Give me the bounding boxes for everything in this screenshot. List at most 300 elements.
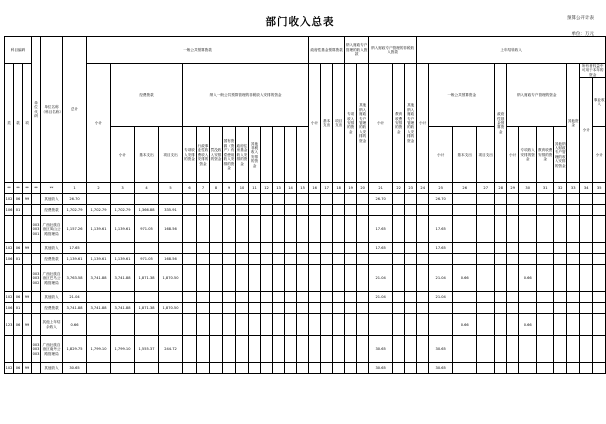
cell-empty (477, 194, 495, 205)
cell-empty (495, 194, 507, 205)
cell-amount (159, 363, 183, 374)
cell-empty (321, 336, 333, 363)
cell-empty (249, 336, 261, 363)
cell-empty (273, 243, 285, 254)
idx-mark: ** (14, 183, 23, 194)
cell-xiang: 99 (23, 314, 32, 336)
cell-amount: 3,741.88 (111, 265, 135, 292)
hdr-nt-subtotal: 小计 (369, 64, 393, 183)
idx-num: 1 (63, 183, 87, 194)
cell-empty (345, 314, 357, 336)
cell-empty (197, 254, 210, 265)
cell-kuan: 01 (14, 303, 23, 314)
cell-empty (210, 194, 223, 205)
cell-empty (223, 363, 236, 374)
hdr-fs-a: 专项收入安排的资金 (345, 64, 357, 183)
cell-empty (567, 292, 580, 303)
cell-amount: 1,157.26 (63, 216, 87, 243)
cell-amount: 168.56 (159, 216, 183, 243)
cell-empty (405, 205, 417, 216)
cell-empty (223, 254, 236, 265)
cell-empty (537, 254, 554, 265)
idx-num: 2 (87, 183, 111, 194)
cell-empty (554, 363, 567, 374)
cell-amount: 17.65 (369, 243, 393, 254)
cell-empty (417, 336, 429, 363)
cell-empty (321, 314, 333, 336)
cell-empty (223, 205, 236, 216)
cell-empty (223, 265, 236, 292)
cell-amount (369, 254, 393, 265)
cell-empty (417, 314, 429, 336)
cell-amount (519, 205, 537, 216)
cell-empty (249, 292, 261, 303)
cell-amount (135, 194, 159, 205)
cell-empty (357, 336, 369, 363)
cell-xiang (23, 254, 32, 265)
cell-amount: 1,139.61 (63, 254, 87, 265)
cell-amount: 17.65 (63, 243, 87, 254)
cell-empty (210, 216, 223, 243)
hdr-ln-b: 教育收费安排的资金 (537, 127, 554, 183)
cell-empty (261, 363, 273, 374)
cell-amount: 1,799.10 (111, 336, 135, 363)
idx-num: 28 (495, 183, 507, 194)
cell-empty (285, 205, 297, 216)
hdr-fi-fakuan: 罚没收入安排的资金 (210, 127, 223, 183)
hdr-lg-project: 项目支出 (477, 127, 495, 183)
cell-empty (309, 303, 321, 314)
cell-empty (210, 363, 223, 374)
cell-empty (357, 303, 369, 314)
idx-num: 12 (261, 183, 273, 194)
cell-class: 106 (5, 303, 14, 314)
cell-amount: 21.04 (429, 265, 453, 292)
cell-dept-name: 经费拨款 (41, 205, 63, 216)
cell-kuan: 01 (14, 254, 23, 265)
idx-mark: ** (23, 183, 32, 194)
cell-empty (507, 292, 519, 303)
cell-class (5, 336, 14, 363)
hdr-total: 总计 (63, 37, 87, 183)
hdr-fi-qita: 其他非税收入安排的资金 (249, 127, 261, 183)
cell-empty (537, 194, 554, 205)
cell-empty (405, 314, 417, 336)
hdr-dept-name: 单位名称（科目名称） (41, 37, 63, 183)
cell-empty (261, 254, 273, 265)
cell-amount (159, 194, 183, 205)
cell-dept-name: 其他上年结余收入 (41, 314, 63, 336)
cell-dept-name: 经费拨款 (41, 303, 63, 314)
cell-kuan: 06 (14, 314, 23, 336)
hdr-lg-basic: 基本支出 (453, 127, 477, 183)
cell-empty (537, 314, 554, 336)
idx-num: 5 (159, 183, 183, 194)
idx-mark: ** (41, 183, 63, 194)
cell-empty (321, 265, 333, 292)
cell-empty (580, 363, 593, 374)
cell-empty (223, 194, 236, 205)
cell-empty (405, 292, 417, 303)
hdr-xiang: 项 (23, 64, 32, 183)
cell-dept-name: 广西壮族自治区南丹公路管理局 (41, 336, 63, 363)
cell-empty (183, 292, 197, 303)
cell-dept-code (32, 363, 41, 374)
cell-amount (519, 303, 537, 314)
cell-dept-code (32, 243, 41, 254)
cell-empty (321, 243, 333, 254)
table-row (5, 194, 606, 205)
cell-empty (593, 254, 606, 265)
table-row (5, 363, 606, 374)
idx-num: 24 (417, 183, 429, 194)
cell-dept-code (32, 205, 41, 216)
cell-empty (249, 205, 261, 216)
cell-empty (183, 205, 197, 216)
cell-amount (159, 314, 183, 336)
cell-amount (111, 363, 135, 374)
cell-dept-code (32, 194, 41, 205)
cell-amount (453, 363, 477, 374)
cell-empty (249, 303, 261, 314)
cell-empty (249, 363, 261, 374)
cell-empty (236, 254, 249, 265)
cell-amount: 21.04 (429, 292, 453, 303)
cell-amount (429, 254, 453, 265)
cell-amount (135, 363, 159, 374)
cell-empty (393, 265, 405, 292)
cell-empty (297, 254, 309, 265)
cell-amount: 3,741.88 (87, 265, 111, 292)
cell-empty (321, 194, 333, 205)
cell-amount: 30.65 (429, 336, 453, 363)
hdr-owner-subtotal: 小计 (580, 78, 593, 183)
cell-empty (297, 194, 309, 205)
cell-empty (417, 243, 429, 254)
hdr-nt-other: 其他纳入财政专户管理的收入安排的资金 (405, 64, 417, 183)
cell-empty (273, 254, 285, 265)
idx-num: 33 (567, 183, 580, 194)
hdr-class: 类 (5, 64, 14, 183)
cell-empty (405, 254, 417, 265)
cell-empty (593, 194, 606, 205)
cell-empty (309, 292, 321, 303)
cell-empty (417, 254, 429, 265)
cell-empty (345, 336, 357, 363)
cell-xiang: 99 (23, 363, 32, 374)
cell-class (5, 216, 14, 243)
cell-empty (567, 303, 580, 314)
cell-amount: 26.70 (429, 194, 453, 205)
cell-empty (554, 292, 567, 303)
idx-num: 35 (593, 183, 606, 194)
cell-empty (477, 254, 495, 265)
cell-amount: 1,870.50 (159, 265, 183, 292)
idx-num: 9 (223, 183, 236, 194)
cell-empty (345, 363, 357, 374)
cell-empty (333, 254, 345, 265)
cell-amount (111, 243, 135, 254)
cell-amount: 26.70 (63, 194, 87, 205)
cell-dept-name: 其他收入 (41, 194, 63, 205)
cell-empty (345, 292, 357, 303)
cell-dept-code (32, 303, 41, 314)
cell-empty (285, 254, 297, 265)
cell-empty (357, 265, 369, 292)
cell-amount: 0.66 (519, 314, 537, 336)
cell-empty (197, 243, 210, 254)
cell-empty (333, 265, 345, 292)
cell-amount (519, 254, 537, 265)
cell-empty (593, 216, 606, 243)
table-row (5, 205, 606, 216)
cell-xiang (23, 336, 32, 363)
cell-empty (183, 265, 197, 292)
hdr-ln-c: 其他纳入财政专户管理的收入安排的资金 (554, 127, 567, 183)
cell-empty (236, 363, 249, 374)
cell-empty (393, 292, 405, 303)
cell-empty (197, 303, 210, 314)
cell-empty (236, 243, 249, 254)
cell-class: 102 (5, 292, 14, 303)
cell-amount: 3,741.88 (87, 303, 111, 314)
table-row (5, 265, 606, 292)
hdr-gov-fund: 政府性基金预算拨款 (309, 37, 345, 64)
cell-amount (111, 292, 135, 303)
cell-amount: 3,763.58 (63, 265, 87, 292)
hdr-fi-c1 (261, 127, 273, 183)
cell-class: 102 (5, 363, 14, 374)
idx-num: 32 (554, 183, 567, 194)
cell-empty (417, 216, 429, 243)
idx-num: 14 (285, 183, 297, 194)
cell-empty (495, 205, 507, 216)
cell-empty (357, 314, 369, 336)
cell-empty (297, 336, 309, 363)
cell-xiang: 99 (23, 292, 32, 303)
hdr-fi-c4 (297, 127, 309, 183)
hdr-fi-c2 (273, 127, 285, 183)
cell-dept-code: 003 003 001 (32, 216, 41, 243)
cell-dept-name: 广西壮族自治区巴马公路管理局 (41, 265, 63, 292)
idx-num: 3 (111, 183, 135, 194)
cell-amount: 1,366.88 (135, 205, 159, 216)
cell-empty (321, 303, 333, 314)
cell-amount (87, 243, 111, 254)
cell-amount (111, 314, 135, 336)
cell-amount (159, 292, 183, 303)
report-code: 预算公开计表 (567, 16, 594, 21)
cell-empty (309, 205, 321, 216)
cell-empty (554, 314, 567, 336)
cell-amount (87, 363, 111, 374)
hdr-nt-edu: 教育收费安排的资金 (393, 64, 405, 183)
cell-empty (580, 254, 593, 265)
hdr-general-budget: 一般公共预算拨款 (87, 37, 309, 64)
cell-kuan (14, 336, 23, 363)
cell-empty (405, 363, 417, 374)
cell-empty (249, 194, 261, 205)
table-row (5, 243, 606, 254)
cell-empty (197, 216, 210, 243)
cell-amount (453, 303, 477, 314)
cell-empty (567, 314, 580, 336)
cell-empty (477, 243, 495, 254)
cell-empty (593, 336, 606, 363)
cell-empty (261, 303, 273, 314)
cell-empty (477, 292, 495, 303)
cell-empty (537, 292, 554, 303)
hdr-ly-nafee: 纳入财政专户管理的资金 (507, 64, 567, 127)
cell-amount: 971.05 (135, 216, 159, 243)
cell-empty (357, 216, 369, 243)
cell-amount (453, 194, 477, 205)
cell-empty (393, 243, 405, 254)
cell-empty (554, 336, 567, 363)
cell-amount: 26.70 (369, 194, 393, 205)
cell-empty (507, 363, 519, 374)
cell-amount: 1,139.61 (87, 254, 111, 265)
cell-empty (417, 265, 429, 292)
cell-empty (537, 265, 554, 292)
cell-empty (417, 194, 429, 205)
cell-empty (285, 314, 297, 336)
cell-empty (495, 243, 507, 254)
cell-amount (87, 292, 111, 303)
cell-kuan: 06 (14, 292, 23, 303)
cell-empty (507, 243, 519, 254)
cell-empty (393, 314, 405, 336)
cell-empty (393, 363, 405, 374)
cell-empty (297, 205, 309, 216)
cell-class: 102 (5, 194, 14, 205)
cell-empty (333, 336, 345, 363)
cell-amount: 17.65 (369, 216, 393, 243)
hdr-owner-shiye: 事业收入 (593, 78, 606, 127)
table-row (5, 292, 606, 303)
cell-amount (135, 243, 159, 254)
cell-empty (507, 194, 519, 205)
cell-amount: 21.04 (63, 292, 87, 303)
idx-num: 21 (369, 183, 393, 194)
cell-kuan (14, 265, 23, 292)
cell-amount: 335.91 (159, 205, 183, 216)
cell-empty (309, 254, 321, 265)
cell-empty (309, 314, 321, 336)
cell-amount (369, 205, 393, 216)
cell-empty (197, 314, 210, 336)
cell-empty (309, 194, 321, 205)
cell-empty (393, 216, 405, 243)
cell-empty (249, 314, 261, 336)
cell-empty (249, 216, 261, 243)
cell-empty (210, 292, 223, 303)
idx-mark: ** (32, 183, 41, 194)
cell-empty (393, 205, 405, 216)
cell-xiang: 99 (23, 194, 32, 205)
cell-empty (249, 254, 261, 265)
cell-class: 102 (5, 243, 14, 254)
cell-empty (333, 216, 345, 243)
cell-empty (495, 314, 507, 336)
cell-amount (429, 205, 453, 216)
cell-amount (519, 292, 537, 303)
hdr-non-tax: 纳入财政专户管理的非税收入拨款 (369, 37, 417, 64)
cell-empty (273, 194, 285, 205)
cell-amount: 1,139.61 (111, 254, 135, 265)
cell-empty (357, 243, 369, 254)
cell-empty (580, 205, 593, 216)
hdr-jf-basic: 基本支出 (135, 127, 159, 183)
idx-num: 6 (183, 183, 197, 194)
cell-empty (567, 243, 580, 254)
cell-empty (223, 243, 236, 254)
cell-empty (393, 254, 405, 265)
cell-empty (345, 194, 357, 205)
cell-empty (261, 265, 273, 292)
cell-empty (477, 314, 495, 336)
hdr-fi-c3 (285, 127, 297, 183)
cell-empty (223, 216, 236, 243)
cell-empty (417, 205, 429, 216)
idx-num: 4 (135, 183, 159, 194)
cell-empty (554, 303, 567, 314)
cell-amount: 1,139.61 (111, 216, 135, 243)
cell-empty (507, 265, 519, 292)
cell-amount: 1,555.37 (135, 336, 159, 363)
cell-class: 106 (5, 205, 14, 216)
cell-amount (87, 194, 111, 205)
cell-amount (453, 243, 477, 254)
hdr-ly-govfund: 政府性基金预算资金 (495, 64, 507, 183)
cell-empty (261, 194, 273, 205)
cell-empty (183, 303, 197, 314)
cell-empty (333, 243, 345, 254)
cell-empty (507, 254, 519, 265)
cell-empty (285, 194, 297, 205)
cell-empty (593, 363, 606, 374)
cell-empty (495, 216, 507, 243)
cell-empty (580, 336, 593, 363)
hdr-kuan: 款 (14, 64, 23, 183)
cell-empty (236, 336, 249, 363)
cell-empty (236, 205, 249, 216)
cell-empty (495, 292, 507, 303)
cell-empty (261, 243, 273, 254)
cell-dept-code (32, 254, 41, 265)
idx-num: 29 (507, 183, 519, 194)
cell-empty (321, 254, 333, 265)
cell-empty (249, 243, 261, 254)
cell-empty (297, 216, 309, 243)
idx-num: 8 (210, 183, 223, 194)
cell-empty (297, 265, 309, 292)
cell-empty (210, 254, 223, 265)
cell-empty (223, 314, 236, 336)
cell-empty (309, 336, 321, 363)
cell-empty (285, 292, 297, 303)
cell-empty (197, 194, 210, 205)
cell-empty (223, 303, 236, 314)
hdr-ly-general: 一般公共预算资金 (429, 64, 495, 127)
cell-empty (261, 314, 273, 336)
cell-empty (537, 243, 554, 254)
cell-amount: 971.05 (135, 254, 159, 265)
idx-num: 7 (197, 183, 210, 194)
cell-kuan: 06 (14, 243, 23, 254)
cell-empty (297, 243, 309, 254)
cell-empty (273, 216, 285, 243)
